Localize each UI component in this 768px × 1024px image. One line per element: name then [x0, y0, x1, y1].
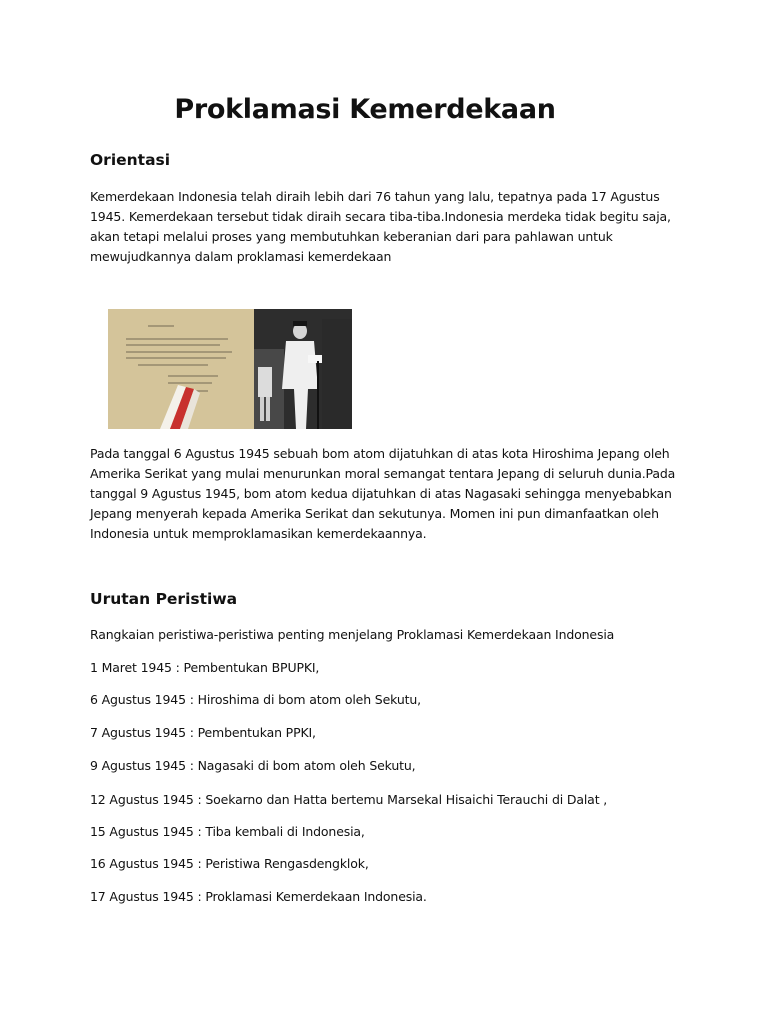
- list-item: 16 Agustus 1945 : Peristiwa Rengasdengklok,: [90, 856, 369, 871]
- list-item: 12 Agustus 1945 : Soekarno dan Hatta bertemu Marsekal Hisaichi Terauchi di Dalat ,: [90, 792, 608, 807]
- list-item: 7 Agustus 1945 : Pembentukan PPKI,: [90, 725, 316, 740]
- section-heading-urutan-peristiwa: Urutan Peristiwa: [90, 590, 238, 608]
- history-paragraph: Pada tanggal 6 Agustus 1945 sebuah bom atom dijatuhkan di atas kota Hiroshima Jepang oleh Amerika Serikat yang mulai menurunkan moral semangat tentara Jepang di seluruh dunia.Pada tanggal 9 Agustus 1945, bom atom kedua dijatuhkan di atas Nagasaki sehingga menyebabkan Jepang menyerah kepada Amerika Serikat dan sekutunya. Momen ini pun dimanfaatkan oleh Indonesia untuk memproklamasikan kemerdekaannya.: [90, 446, 676, 541]
- page-title: Proklamasi Kemerdekaan: [174, 94, 556, 125]
- list-item: 1 Maret 1945 : Pembentukan BPUPKI,: [90, 660, 320, 675]
- orientasi-paragraph: Kemerdekaan Indonesia telah diraih lebih dari 76 tahun yang lalu, tepatnya pada 17 Agustus 1945. Kemerdekaan tersebut tidak diraih secara tiba-tiba.Indonesia merdeka tidak begitu saja, akan tetapi melalui proses yang membutuhkan keberanian dari para pahlawan untuk mewujudkannya dalam proklamasi kemerdekaan: [90, 189, 671, 264]
- section-heading-orientasi: Orientasi: [90, 151, 171, 169]
- list-item: 6 Agustus 1945 : Hiroshima di bom atom oleh Sekutu,: [90, 692, 421, 707]
- proclamation-photo: [108, 309, 352, 429]
- list-item: 17 Agustus 1945 : Proklamasi Kemerdekaan Indonesia.: [90, 889, 427, 904]
- list-item: 9 Agustus 1945 : Nagasaki di bom atom oleh Sekutu,: [90, 758, 416, 773]
- urutan-intro: Rangkaian peristiwa-peristiwa penting menjelang Proklamasi Kemerdekaan Indonesia: [90, 627, 615, 642]
- list-item: 15 Agustus 1945 : Tiba kembali di Indonesia,: [90, 824, 365, 839]
